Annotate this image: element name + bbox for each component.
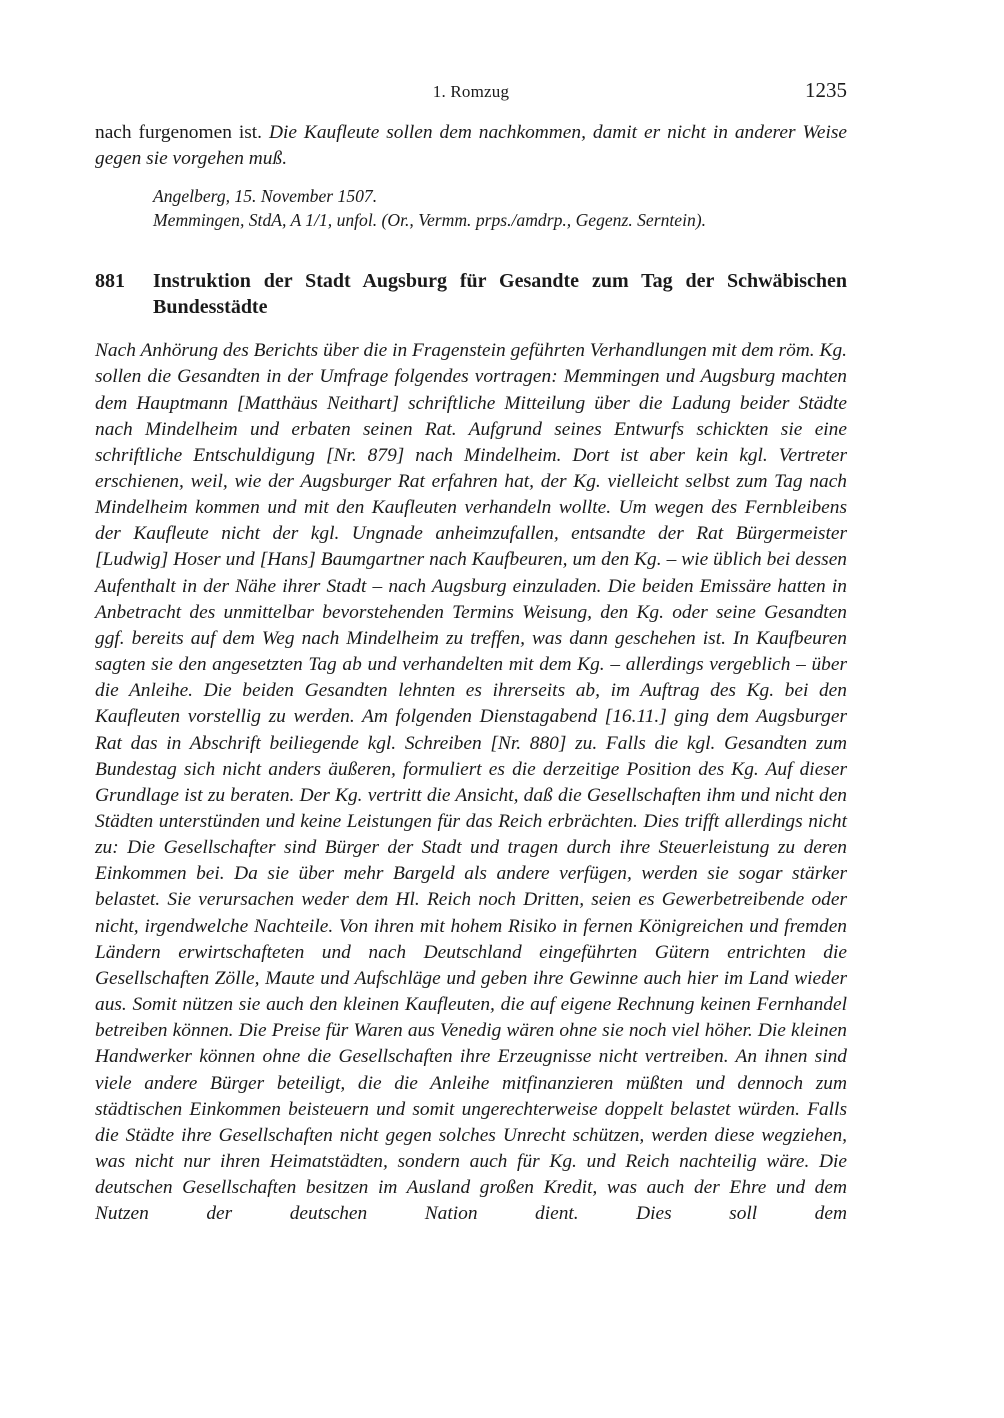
regest-paragraph: Nach Anhörung des Berichts über die in Fragenstein geführten Verhandlungen mit dem röm. Kg. sollen die Gesandten in der Umfrage folgendes vortragen: Memmingen und Augsburg machten dem Hauptmann [Matthäus Neithart] schriftliche Mitteilung über die Ladung beider Städte nach Mindelheim und erbaten seinen Rat. Aufgrund seines Entwurfs schickten sie eine schriftliche Entschuldigung [Nr. 879] nach Mindelheim. Dort ist aber kein kgl. Vertreter erschienen, weil, wie der Augsburger Rat erfahren hat, der Kg. vielleicht selbst zum Tag nach Mindelheim kommen und mit den Kaufleuten verhandeln wollte. Um wegen des Fernbleibens der Kaufleute nicht der kgl. Ungnade anheimzufallen, entsandte der Rat Bürgermeister [Ludwig] Hoser und [Hans] Baumgartner nach Kaufbeuren, um den Kg. – wie üblich bei dessen Aufenthalt in der Nähe ihrer Stadt – nach Augsburg einzuladen. Die beiden Emissäre hatten in Anbetracht des unmittelbar bevorstehenden Termins Weisung, den Kg. oder seine Gesandten ggf. bereits auf dem Weg nach Mindelheim zu treffen, was dann geschehen ist. In Kaufbeuren sagten sie den angesetzten Tag ab und verhandelten mit dem Kg. – allerdings vergeblich – über die Anleihe. Die beiden Gesandten lehnten es ihrerseits ab, im Auftrag des Kg. bei den Kaufleuten vorstellig zu werden. Am folgenden Dienstagabend [16.11.] ging dem Augsburger Rat das in Abschrift beiliegende kgl. Schreiben [Nr. 880] zu. Falls die kgl. Gesandten zum Bundestag sich nicht anders äußeren, formuliert es die derzeitige Position des Kg. Auf dieser Grundlage ist zu beraten. Der Kg. vertritt die Ansicht, daß die Gesellschaften ihm und nicht den Städten unterstünden und keine Leistungen für das Reich erbrächten. Dies trifft allerdings nicht zu: Die Gesellschafter sind Bürger der Stadt und tragen durch ihre Steuerleistung zu deren Einkommen bei. Da sie über mehr Bargeld als andere verfügen, werden sie sogar stärker belastet. Sie verursachen weder dem Hl. Reich noch Dritten, seien es Gewerbetreibende oder nicht, irgendwelche Nachteile. Von ihren mit hohem Risiko in fernen Königreichen und fremden Ländern erwirtschafteten und nach Deutschland eingeführten Gütern entrichten die Gesellschaften Zölle, Maute und Aufschläge und geben ihre Gewinne auch hier im Land wieder aus. Somit nützen sie auch den kleinen Kaufleuten, die auf eigene Rechnung keinen Fernhandel betreiben können. Die Preise für Waren aus Venedig wären ohne sie noch viel höher. Die kleinen Handwerker können ohne die Gesellschaften ihre Erzeugnisse nicht vertreiben. An ihnen sind viele andere Bürger beteiligt, die die Anleihe mitfinanzieren müßten und dennoch zum städtischen Einkommen beisteuern und somit ungerechterweise doppelt belastet würden. Falls die Städte ihre Gesellschaften nicht gegen solches Unrecht schützen, werden diese wegziehen, was nicht nur ihren Heimatstädten, sondern auch für Kg. und Reich nachteilig wäre. Die deutschen Gesellschaften besitzen im Ausland großen Kredit, was auch der Ehre und dem Nutzen der deutschen Nation dient. Dies soll dem	[95, 340, 847, 1225]
running-title: 1. Romzug	[432, 82, 510, 101]
source-line: Memmingen, StdA, A 1/1, unfol. (Or., Vermm. prps./amdrp., Gegenz. Serntein).	[153, 210, 707, 231]
place-date-line: Angelberg, 15. November 1507.	[153, 186, 378, 207]
dateline-block	[153, 184, 847, 232]
document-page	[95, 78, 847, 1228]
continuation-italic-text: Die Kaufleute sollen dem nachkommen, damit er nicht in anderer Weise gegen sie vorgehen muß.	[95, 122, 847, 170]
document-title: Instruktion der Stadt Augsburg für Gesandte zum Tag der Schwäbischen Bundesstädte	[153, 270, 847, 319]
document-number: 881	[95, 270, 125, 293]
page-number: 1235	[805, 78, 847, 102]
running-header	[95, 78, 847, 108]
document-heading	[95, 268, 847, 320]
continuation-paragraph	[95, 120, 847, 172]
continuation-roman-text: nach furgenomen ist.	[95, 122, 269, 143]
